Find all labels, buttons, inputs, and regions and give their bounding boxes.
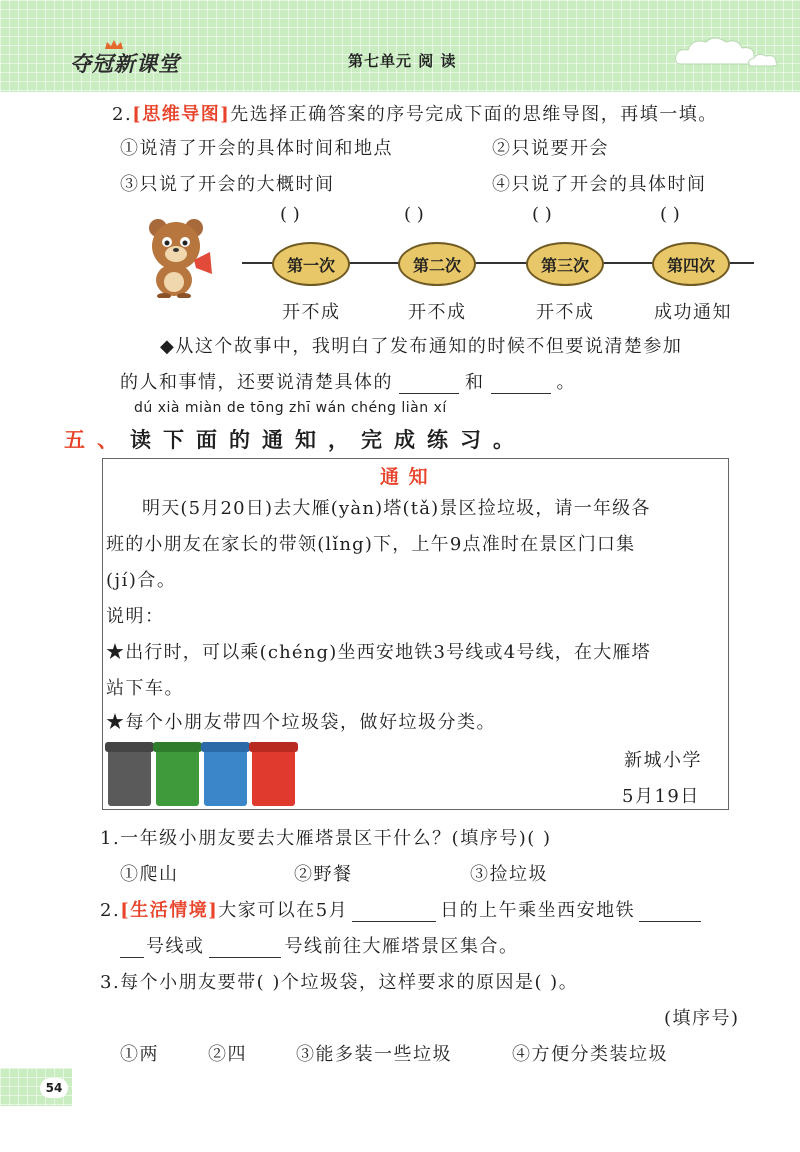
ex3-option-4: ④方便分类装垃圾 <box>512 1044 668 1065</box>
notice-title: 通 知 <box>380 466 430 488</box>
mindmap-node-3: 第三次 <box>526 242 604 286</box>
page-header <box>0 0 800 92</box>
ex2-tag: [生活情境] <box>120 900 219 921</box>
notice-signer: 新城小学 <box>624 750 702 771</box>
result-2: 开不成 <box>408 302 467 323</box>
answer-paren-3[interactable]: ( ) <box>532 204 552 225</box>
notice-line-2: 班的小朋友在家长的带领(lǐng)下，上午9点准时在景区门口集 <box>106 534 636 555</box>
ex2-line-1: 2.[生活情境]大家可以在5月 日的上午乘坐西安地铁 <box>100 896 701 922</box>
notice-item-2: ★每个小朋友带四个垃圾袋，做好垃圾分类。 <box>106 712 496 733</box>
result-1: 开不成 <box>282 302 341 323</box>
blank-line-b[interactable] <box>209 939 281 958</box>
ex2-line-2: 号线或 号线前往大雁塔景区集合。 <box>120 932 519 958</box>
answer-paren-4[interactable]: ( ) <box>660 204 680 225</box>
page-number: 54 <box>40 1078 68 1098</box>
blank-day[interactable] <box>352 903 436 922</box>
mindmap-node-4: 第四次 <box>652 242 730 286</box>
trash-bin-gray-icon <box>108 748 151 806</box>
section5-pinyin: dú xià miàn de tōng zhī wán chéng liàn xí <box>134 400 447 416</box>
ex3-note: (填序号) <box>664 1008 740 1029</box>
answer-paren-2[interactable]: ( ) <box>404 204 424 225</box>
trash-bin-green-icon <box>156 748 199 806</box>
q2-option-3: ③只说了开会的大概时间 <box>120 174 335 195</box>
blank-place[interactable] <box>491 375 551 394</box>
blank-time[interactable] <box>399 375 459 394</box>
unit-title: 第七单元 阅 读 <box>348 52 457 70</box>
notice-item-1a: ★出行时，可以乘(chéng)坐西安地铁3号线或4号线，在大雁塔 <box>106 642 651 663</box>
blank-line-a-cont[interactable] <box>120 939 144 958</box>
bear-mascot-icon <box>146 216 216 298</box>
mindmap-node-1: 第一次 <box>272 242 350 286</box>
conclusion-line-2: 的人和事情，还要说清楚具体的 和 。 <box>120 372 576 393</box>
q2-option-1: ①说清了开会的具体时间和地点 <box>120 138 393 159</box>
ex3-option-1: ①两 <box>120 1044 159 1065</box>
conclusion-line-1: ◆从这个故事中，我明白了发布通知的时候不但要说清楚参加 <box>160 336 683 357</box>
q2-heading: 2.[思维导图]先选择正确答案的序号完成下面的思维导图，再填一填。 <box>112 104 718 125</box>
ex1-option-1: ①爬山 <box>120 864 179 885</box>
blank-line-a[interactable] <box>639 903 701 922</box>
answer-paren-1[interactable]: ( ) <box>280 204 300 225</box>
trash-bin-red-icon <box>252 748 295 806</box>
notice-item-1b: 站下车。 <box>106 678 184 699</box>
ex3-question: 3.每个小朋友要带( )个垃圾袋，这样要求的原因是( )。 <box>100 972 579 993</box>
q2-option-4: ④只说了开会的具体时间 <box>492 174 707 195</box>
cloud-decoration-icon <box>672 34 782 70</box>
brand-logo: 夺冠新课堂 <box>70 52 180 76</box>
q2-tag: [思维导图] <box>132 104 231 125</box>
mindmap-node-2: 第二次 <box>398 242 476 286</box>
ex1-option-3: ③捡垃圾 <box>470 864 548 885</box>
ex1-option-2: ②野餐 <box>294 864 353 885</box>
notice-date: 5月19日 <box>622 786 700 807</box>
q2-option-2: ②只说要开会 <box>492 138 609 159</box>
result-3: 开不成 <box>536 302 595 323</box>
notice-line-3: (jí)合。 <box>106 570 177 591</box>
ex3-option-2: ②四 <box>208 1044 247 1065</box>
notice-shuoming: 说明： <box>106 606 165 627</box>
trash-bin-blue-icon <box>204 748 247 806</box>
section5-title: 五、读下面的通知，完成练习。 <box>64 427 526 452</box>
notice-line-1: 明天(5月20日)去大雁(yàn)塔(tǎ)景区捡垃圾，请一年级各 <box>142 498 651 519</box>
ex3-option-3: ③能多装一些垃圾 <box>296 1044 452 1065</box>
ex1-question: 1.一年级小朋友要去大雁塔景区干什么？(填序号)( ) <box>100 828 552 849</box>
result-4: 成功通知 <box>654 302 732 323</box>
